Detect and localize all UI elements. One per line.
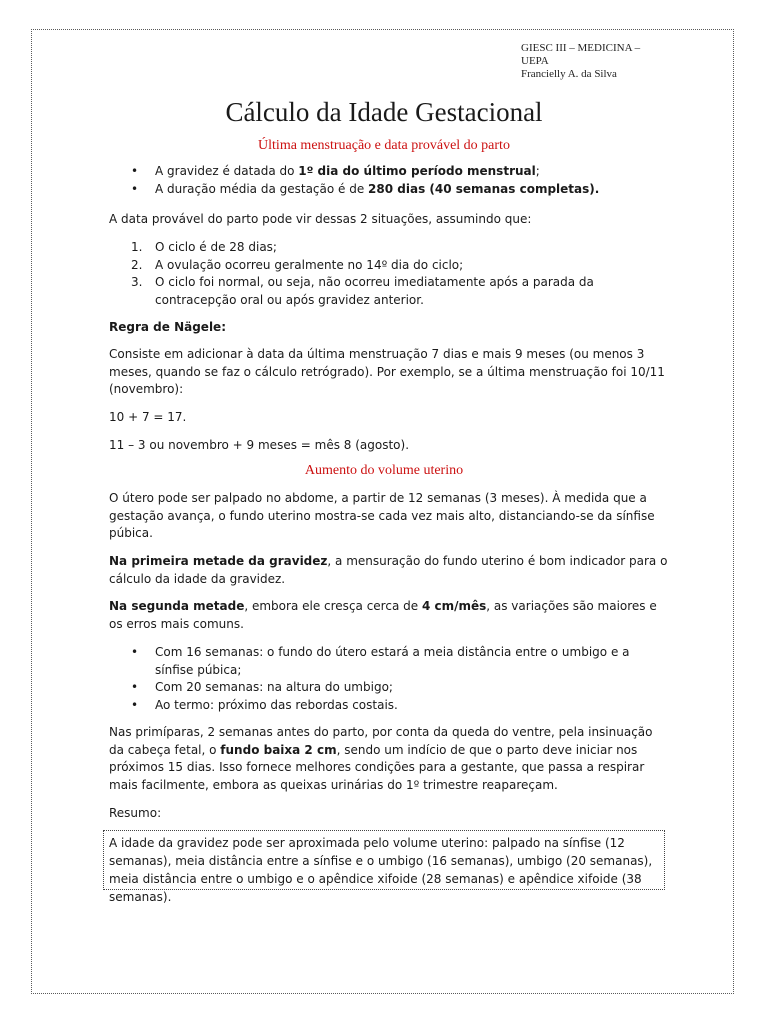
list-item: 3. O ciclo foi normal, ou seja, não ocorreu imediatamente após a parada da contracepção oral ou após gravidez anterior.	[131, 275, 594, 307]
list-item: 2. A ovulação ocorreu geralmente no 14º dia do ciclo;	[109, 257, 669, 275]
document-header	[521, 42, 661, 81]
calc-line-2: 11 – 3 ou novembro + 9 meses = mês 8 (agosto).	[109, 438, 410, 452]
summary-text: A idade da gravidez pode ser aproximada pelo volume uterino: palpado na sínfise (12 semanas), meia distância entre a sínfise e o umbigo (16 semanas), umbigo (20 semanas), meia distância entre o umbigo e o apêndice xifoide (28 semanas) e apêndice xifoide (38 semanas).	[109, 836, 653, 904]
bullet-icon: •	[131, 680, 139, 694]
fundal-height-bullet-list	[109, 644, 669, 714]
bullet-icon: •	[131, 697, 139, 712]
paragraph-naegele: Consiste em adicionar à data da última menstruação 7 dias e mais 9 meses (ou menos 3 meses, quando se faz o cálculo retrógrado). Por exemplo, se a última menstruação foi 10/11 (novembro):	[109, 347, 665, 396]
bullet-icon: •	[131, 645, 139, 659]
paragraph-palpation: O útero pode ser palpado no abdome, a partir de 12 semanas (3 meses). À medida que a gestação avança, o fundo uterino mostra-se cada vez mais alto, distanciando-se da sínfise púbica.	[109, 491, 655, 540]
paragraph-primiparas: Nas primíparas, 2 semanas antes do parto, por conta da queda do ventre, pela insinuação da cabeça fetal, o fundo baixa 2 cm, sendo um indício de que o parto deve iniciar nos próximos 15 dias. Isso fornece melhores condições para a gestante, que passa a respirar mais facilmente, embora as queixas urinárias do 1º trimestre reapareçam.	[109, 725, 653, 792]
list-number: 2.	[131, 257, 143, 272]
header-author: Francielly A. da Silva	[521, 68, 617, 80]
summary-box	[103, 830, 665, 904]
list-item: • Ao termo: próximo das rebordas costais.	[109, 697, 669, 715]
bullet-icon: •	[131, 181, 139, 196]
section-heading-dum: Última menstruação e data provável do parto	[258, 138, 510, 153]
paragraph-intro: A data provável do parto pode vir dessas 2 situações, assumindo que:	[109, 212, 532, 226]
list-item: • A duração média da gestação é de 280 dias (40 semanas completas).	[109, 181, 669, 199]
header-institution: UEPA	[521, 55, 549, 67]
paragraph-first-half: Na primeira metade da gravidez, a mensuração do fundo uterino é bom indicador para o cálculo da idade da gravidez.	[109, 554, 668, 586]
list-number: 1.	[131, 240, 143, 254]
section-heading-uterine: Aumento do volume uterino	[304, 463, 464, 478]
bullet-icon: •	[131, 164, 139, 178]
calc-line-1: 10 + 7 = 17.	[109, 410, 187, 424]
list-item: • Com 20 semanas: na altura do umbigo;	[109, 679, 669, 697]
list-item: • Com 16 semanas: o fundo do útero estará a meia distância entre o umbigo e a sínfise púbica;	[131, 645, 630, 677]
header-course: GIESC III – MEDICINA –	[521, 42, 641, 54]
assumptions-numbered-list	[109, 239, 669, 309]
summary-label: Resumo:	[109, 806, 162, 820]
dating-bullet-list	[109, 163, 669, 198]
document-title: Cálculo da Idade Gestacional	[225, 97, 543, 127]
list-item: • A gravidez é datada do 1º dia do último período menstrual;	[109, 163, 669, 181]
naegele-rule-title: Regra de Nägele:	[109, 320, 226, 334]
paragraph-second-half: Na segunda metade, embora ele cresça cerca de 4 cm/mês, as variações são maiores e os erros mais comuns.	[109, 599, 657, 631]
list-number: 3.	[131, 275, 143, 289]
list-item: 1. O ciclo é de 28 dias;	[109, 239, 669, 257]
